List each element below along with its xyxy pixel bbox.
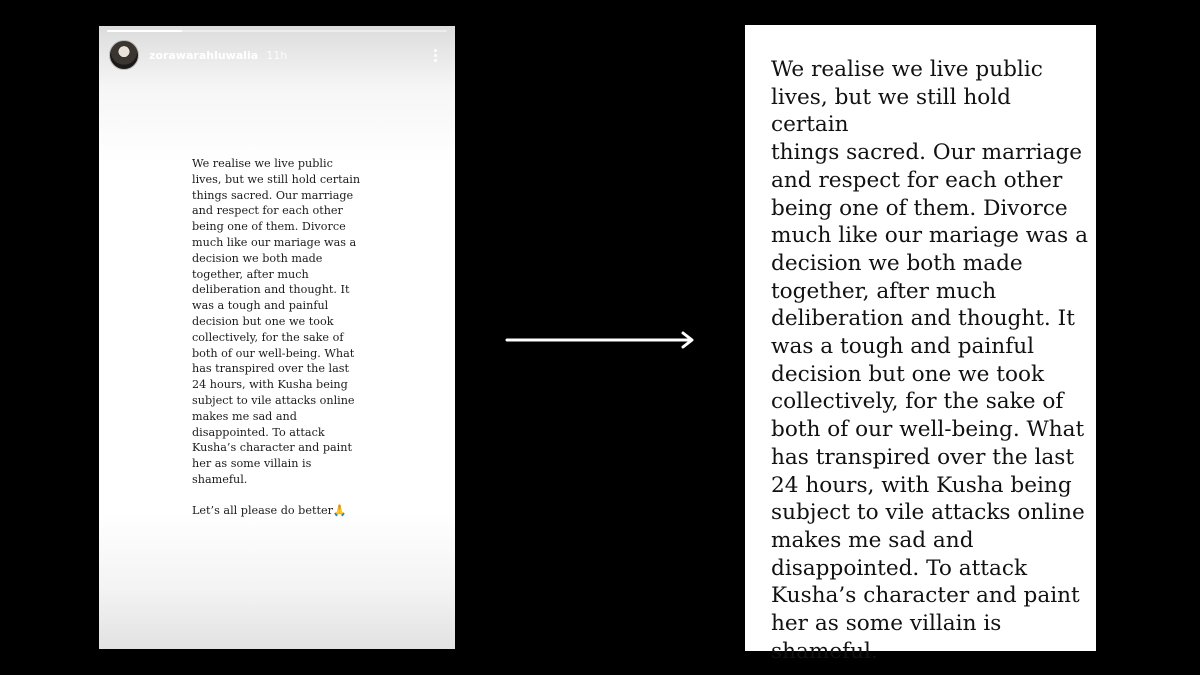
arrow-right-icon — [505, 330, 697, 350]
story-header — [109, 40, 445, 70]
avatar[interactable] — [109, 40, 139, 70]
story-statement — [192, 156, 370, 519]
story-statement-body: We realise we live public lives, but we still hold certain things sacred. Our marriage and respect for each other being one of them. Divorce much like our mariage was a decision we both made together, after much deliberation and thought. It was a tough and painful decision but one we took collectively, for the sake of both of our well-being. What has transpired over the last 24 hours, with Kusha being subject to vile attacks online makes me sad and disappointed. To attack Kusha’s character and paint her as some villain is shameful. — [192, 157, 361, 486]
zoomed-statement-panel — [745, 25, 1096, 664]
story-username[interactable]: zorawarahluwalia — [149, 48, 259, 62]
zoomed-statement-text: We realise we live public lives, but we still hold certain things sacred. Our marriage and respect for each other being one of them. Divorce much like our mariage was a decision we both made together, after much deliberation and thought. It was a tough and painful decision but one we took collectively, for the sake of both of our well-being. What has transpired over the last 24 hours, with Kusha being subject to vile attacks online makes me sad and disappointed. To attack Kusha’s character and paint her as some villain is shameful. — [771, 57, 1088, 664]
story-progress-fill — [107, 30, 182, 32]
instagram-story — [99, 26, 455, 649]
story-progress-bar — [107, 30, 447, 32]
more-vertical-icon[interactable] — [425, 43, 445, 67]
story-statement-closing: Let’s all please do better🙏 — [192, 503, 347, 517]
story-timestamp: 11h — [266, 48, 288, 62]
